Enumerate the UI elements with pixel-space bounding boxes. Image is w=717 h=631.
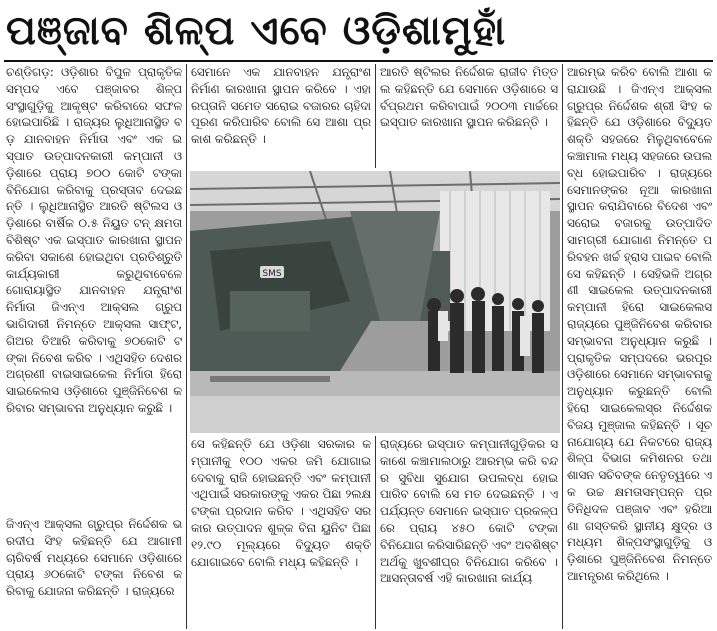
column-2-bottom: ସେ କହିଛନ୍ତି ଯେ ଓଡ଼ିଶା ସରକାର କମ୍ପାନୀକୁ ୧୦୦ ଏକର ଜମି ଯୋଗାଇ ଦେବାକୁ ରାଜି ହୋଇଛନ୍ତି ଏବଂ କମ୍ପାନୀ ଏଥିପାଇଁ ସରକାରଙ୍କୁ ଏକର ପିଛା ୨ଲକ୍ଷ ଟଙ୍କା ପ୍ରଦାନ କରିବ । ଏଥିସହିତ ସରକାର ଉତ୍ପାଦନ ଶୁଳ୍କ ବିନା ୟୁନିଟ ପିଛା ୧୨.୯୦ ମୂଲ୍ୟରେ ବିଦ୍ୟୁତ ଶକ୍ତି ଯୋଗାଇବେ ବୋଲି ମଧ୍ୟ କହିଛନ୍ତି । [191, 437, 371, 569]
column-3-top: ଆରତି ଷ୍ଟିଲର ନିର୍ଦ୍ଦେଶକ ରାଜୀବ ମିତ୍ତଲ କହିଛନ୍ତି ଯେ ସେମାନେ ଓଡ଼ିଶାରେ ସର୍ବପ୍ରଥମ କରିବାପାଇଁ ୨୦୦୩ ମାର୍ଚ୍ଚରେ ଇସ୍ପାତ କାରଖାନା ସ୍ଥାପନ କରିଛନ୍ତି । [380, 65, 558, 130]
column-divider-2-top [375, 64, 376, 168]
machine-label: SMS [262, 269, 282, 279]
factory-photo-illustration [190, 171, 560, 433]
headline: ପଞ୍ଜାବ ଶିଳ୍ପ ଏବେ ଓଡ଼ିଶାମୁହାଁ [6, 8, 507, 54]
column-1-bottom: ଜିଏନ୍‌ଏ ଆକ୍ସଲ ଗ୍ରୁପ୍‌ର ନିର୍ଦ୍ଦେଶକ ଭରଦୀପ ସିଂହ କହିଛନ୍ତି ଯେ ଆଗାମୀ ଚାରିବର୍ଷ ମଧ୍ୟରେ ସେମାନେ ଓଡ଼ିଶାରେ ପ୍ରାୟ ୬୦କୋଟି ଟଙ୍କା ନିବେଶ କରିବାକୁ ଯୋଜନା କରିଛନ୍ତି । ରାଜ୍ୟରେ [6, 517, 182, 599]
column-divider-1 [186, 64, 187, 629]
column-2-top: ସେମାନେ ଏକ ଯାନବାହନ ଯନ୍ତ୍ରାଂଶ ନିର୍ମାଣ କାରଖାନା ସ୍ଥାପନ କରିବେ । ଏହା ରପ୍ତାନି ସମେତ ସରୋଇ ବଜାରର ଚାହିଦା ପୂରଣ କରିପାରିବ ବୋଲି ସେ ଆଶା ପ୍ରକାଶ କରିଛନ୍ତି । [191, 65, 371, 147]
column-divider-3 [562, 64, 563, 629]
headline-rule [4, 60, 713, 62]
column-1-top: ଚଣ୍ଡିଗଡ଼: ଓଡ଼ିଶାର ବିପୁଳ ପ୍ରାକୃତିକ ସମ୍ପଦ ଏବେ ପଞ୍ଜାବର ଶିଳ୍ପସଂସ୍ଥାଗୁଡ଼ିକୁ ଆକୃଷ୍ଟ କରିବାରେ ସଫଳ ହୋଇପାରିଛି । ରାଜ୍ୟର ଲୁଧିଆନାସ୍ଥିତ ବଡ଼ ଯାନବାହନ ନିର୍ମାତା ଏବଂ ଏକ ଇସ୍ପାତ ଉତ୍ପାଦନକାରୀ କମ୍ପାନୀ ଓଡ଼ିଶାରେ ପ୍ରାୟ ୭୦୦ କୋଟି ଟଙ୍କା ବିନିଯୋଗ କରିବାକୁ ପ୍ରସ୍ତାବ ଦେଇଛନ୍ତି । ଲୁଧିଆନାସ୍ଥିତ ଆରତି ଷ୍ଟିଲସ ଓଡ଼ିଶାରେ ବାର୍ଷିକ ୦.୫ ନିୟୁତ ଟନ୍ କ୍ଷମତା ବିଶିଷ୍ଟ ଏକ ଇସ୍ପାତ କାରଖାନା ସ୍ଥାପନ କରିବା ସକାଶେ ହୋଇଥିବା ପ୍ରତିଶ୍ରୁତି କାର୍ଯ୍ୟକାରୀ କରୁଥିବାବେଳେ ଗୋରାୟାସ୍ଥିତ ଯାନବାହନ ଯନ୍ତ୍ରାଂଶ ନିର୍ମାତା ଜିଏନ୍‌ଏ ଆକ୍ସଲ ଗ୍ରୁପ ଭାଗିଦାରୀ ନିମନ୍ତେ ଆକ୍ସଲ ସାଫ୍ଟ, ଗିଅର ତିଆରି କରିବାକୁ ୭୦କୋଟି ଟଙ୍କା ନିବେଶ କରିବ । ଏଥିସହିତ ଦେଶର ଅଗ୍ରଣୀ ବାଇସାଇକେଲ ନିର୍ମାତା ହିରୋ ସାଇକେଲସ ଓଡ଼ିଶାରେ ପୁଞ୍ଜିନିବେଶ କରିବାର ସମ୍ଭାବନା ଅନୁଧ୍ୟାନ କରୁଛି । [6, 65, 182, 415]
column-divider-2-bottom [375, 436, 376, 629]
column-4: ଆରମ୍ଭ କରିବ ବୋଲି ଆଶା କରାଯାଉଛି । ଜିଏନ୍‌ଏ ଆକ୍ସଲ ଗ୍ରୁପ୍‌ର ନିର୍ଦ୍ଦେଶକ ଶ୍ରୀ ସିଂହ କହିଛନ୍ତି ଯେ ଓଡ଼ିଶାରେ ବିଦ୍ୟୁତ ଶକ୍ତି ସହଜରେ ମିଳୁଥିବାବେଳେ କଞ୍ଚାମାଲ ମଧ୍ୟ ସହଜରେ ଉପଲବ୍ଧ ହୋଇପାରିବ । ରାଜ୍ୟରେ ସେମାନଙ୍କର ନୂଆ କାରଖାନା ସ୍ଥାପନ କରାଯିବାରେ ବିଦେଶ ଏବଂ ସରୋଇ ବଜାରକୁ ଉତ୍ପାଦିତ ସାମଗ୍ରୀ ଯୋଗାଣ ନିମନ୍ତେ ପରିବହନ ଖର୍ଚ୍ଚ ହ୍ରାସ ପାଇବ ବୋଲି ସେ କହିଛନ୍ତି । ସେହିଭଳି ଅଗ୍ରଣୀ ସାଇକେଲ ଉତ୍ପାଦନକାରୀ କମ୍ପାନୀ ହିରୋ ସାଇକେଲସ ରାଜ୍ୟରେ ପୁଞ୍ଜିନିବେଶ କରିବାର ସମ୍ଭାବନା ଅନୁଧ୍ୟାନ କରୁଛି । ପ୍ରାକୃତିକ ସମ୍ପଦରେ ଭରପୂର ଓଡ଼ିଶାରେ ସେମାନେ ସମ୍ଭାବନାକୁ ଅନୁଧ୍ୟାନ କରୁଛନ୍ତି ବୋଲି ହିରୋ ସାଇକେଲସ୍‌ର ନିର୍ଦ୍ଦେଶକ ବିଜୟ ମୁଞ୍ଜାଲ କହିଛନ୍ତି । ସୂଚନାଯୋଗ୍ୟ ଯେ ନିକଟରେ ରାଜ୍ୟ ଶିଳ୍ପ ବିଭାଗ କମିଶନର ତଥା ଶାସନ ସଚିବଙ୍କ ନେତୃତ୍ୱରେ ଏକ ଉଚ୍ଚ କ୍ଷମତାସମ୍ପନ୍ନ ପ୍ରତିନିଧିଦଳ ପଞ୍ଜାବ ଏବଂ ହରିଆଣା ଗସ୍ତକରି ସ୍ଥାନୀୟ କ୍ଷୁଦ୍ର ଓ ମଧ୍ୟମ ଶିଳ୍ପସଂସ୍ଥାଗୁଡ଼ିକୁ ଓଡ଼ିଶାରେ ପୁଞ୍ଜିନିବେଶ ନିମନ୍ତେ ଆମନ୍ତ୍ରଣ କରିଥିଲେ । [567, 65, 712, 583]
factory-photo [190, 171, 560, 433]
column-3-bottom: ରାଜ୍ୟରେ ଇସ୍ପାତ କମ୍ପାନୀଗୁଡ଼ିକର ସକାଶେ କଞ୍ଚାମାଲଠାରୁ ଆରମ୍ଭ କରି ବନ୍ଦର ସୁବିଧା ସୁଯୋଗ ଉପଲବ୍ଧ ହୋଇପାରିବ ବୋଲି ସେ ମତ ଦେଇଛନ୍ତି । ଏପର୍ଯ୍ୟନ୍ତ ସେମାନେ ଇସ୍ପାତ ପ୍ରକଳ୍ପରେ ପ୍ରାୟ ୪୫୦ କୋଟି ଟଙ୍କା ବିନିଯୋଗ କରିସାରିଛନ୍ତି ଏବଂ ଅବଶିଷ୍ଟ ଅର୍ଥକୁ ଖୁବଶୀଘ୍ର ବିନିଯୋଗ କରିବେ । ଆସନ୍ତାବର୍ଷ ଏହି କାରଖାନା କାର୍ଯ୍ୟ [380, 437, 558, 586]
